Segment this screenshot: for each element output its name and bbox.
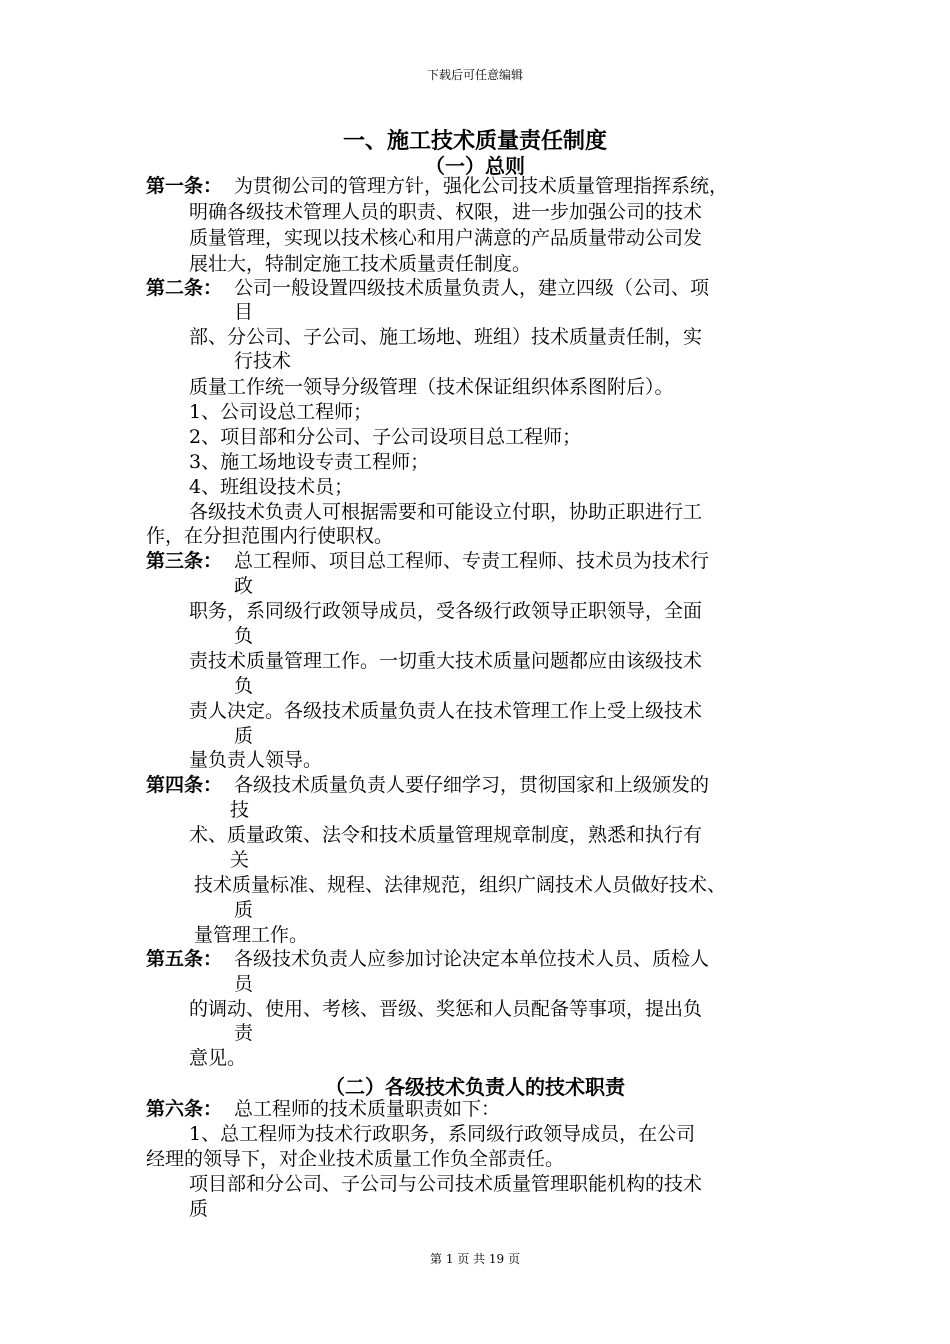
article-4-label: 第四条： <box>146 774 223 796</box>
article-2-line: 各级技术负责人可根据需要和可能设立付职，协助正职进行工 <box>189 501 703 523</box>
article-3-line: 责技术质量管理工作。一切重大技术质量问题都应由该级技术 <box>189 650 703 672</box>
article-1-line: 质量管理，实现以技术核心和用户满意的产品质量带动公司发 <box>189 227 703 249</box>
article-6-line: 经理的领导下，对企业技术质量工作负全部责任。 <box>146 1148 565 1170</box>
article-2-line: 2、项目部和分公司、子公司设项目总工程师； <box>189 426 582 448</box>
article-4-line: 各级技术质量负责人要仔细学习，贯彻国家和上级颁发的 <box>234 774 710 796</box>
article-6-label: 第六条： <box>146 1098 223 1120</box>
article-4-line: 技术质量标准、规程、法律规范，组织广阔技术人员做好技术、 <box>194 874 727 896</box>
article-3-line: 负 <box>234 675 254 697</box>
article-5-label: 第五条： <box>146 948 223 970</box>
article-2-line: 公司一般设置四级技术质量负责人，建立四级（公司、项 <box>234 277 710 299</box>
article-5-line: 的调动、使用、考核、晋级、奖惩和人员配备等事项，提出负 <box>189 998 703 1020</box>
article-2-line: 作，在分担范围内行使职权。 <box>146 525 394 547</box>
article-2-line: 3、施工场地设专责工程师； <box>189 451 430 473</box>
article-3-line: 职务，系同级行政领导成员，受各级行政领导正职领导，全面 <box>189 600 703 622</box>
page-footer: 第 1 页 共 19 页 <box>430 1252 520 1266</box>
article-4-line: 量管理工作。 <box>194 924 309 946</box>
article-2-line: 质量工作统一领导分级管理（技术保证组织体系图附后）。 <box>189 376 674 398</box>
article-2-line: 部、分公司、子公司、施工场地、班组）技术质量责任制，实 <box>189 326 703 348</box>
article-5-line: 意见。 <box>189 1047 247 1069</box>
article-4-line: 质 <box>234 899 254 921</box>
section-heading-general: （一）总则 <box>425 154 525 178</box>
article-5-line: 责 <box>234 1022 254 1044</box>
article-6-line: 1、总工程师为技术行政职务，系同级行政领导成员，在公司 <box>189 1123 696 1145</box>
article-1-line: 明确各级技术管理人员的职责、权限，进一步加强公司的技术 <box>189 201 703 223</box>
article-1-line: 为贯彻公司的管理方针，强化公司技术质量管理指挥系统， <box>234 175 729 197</box>
article-2-line: 行技术 <box>234 350 292 372</box>
article-4-line: 关 <box>230 849 250 871</box>
article-5-line: 员 <box>234 973 254 995</box>
article-2-line: 1、公司设总工程师； <box>189 401 373 423</box>
article-6-line: 质 <box>189 1198 209 1220</box>
article-3-line: 政 <box>234 575 254 597</box>
article-1-line: 展壮大，特制定施工技术质量责任制度。 <box>189 253 532 275</box>
article-4-line: 技 <box>230 799 250 821</box>
article-3-line: 负 <box>234 625 254 647</box>
article-4-line: 术、质量政策、法令和技术质量管理规章制度，熟悉和执行有 <box>189 824 703 846</box>
article-3-line: 责人决定。各级技术质量负责人在技术管理工作上受上级技术 <box>189 700 703 722</box>
article-3-line: 总工程师、项目总工程师、专责工程师、技术员为技术行 <box>234 550 710 572</box>
page-header: 下载后可任意编辑 <box>426 68 523 82</box>
article-3-label: 第三条： <box>146 550 223 572</box>
article-3-line: 量负责人领导。 <box>189 749 323 771</box>
article-3-line: 质 <box>234 725 254 747</box>
article-2-line: 目 <box>234 301 254 323</box>
section-heading-duties: （二）各级技术负责人的技术职责 <box>325 1075 625 1099</box>
article-2-line: 4、班组设技术员； <box>189 476 354 498</box>
document-title: 一、施工技术质量责任制度 <box>342 128 607 154</box>
article-6-line: 总工程师的技术质量职责如下： <box>234 1098 501 1120</box>
article-6-line: 项目部和分公司、子公司与公司技术质量管理职能机构的技术 <box>189 1173 703 1195</box>
article-1-label: 第一条： <box>146 175 223 197</box>
article-5-line: 各级技术负责人应参加讨论决定本单位技术人员、质检人 <box>234 948 710 970</box>
article-2-label: 第二条： <box>146 277 223 299</box>
